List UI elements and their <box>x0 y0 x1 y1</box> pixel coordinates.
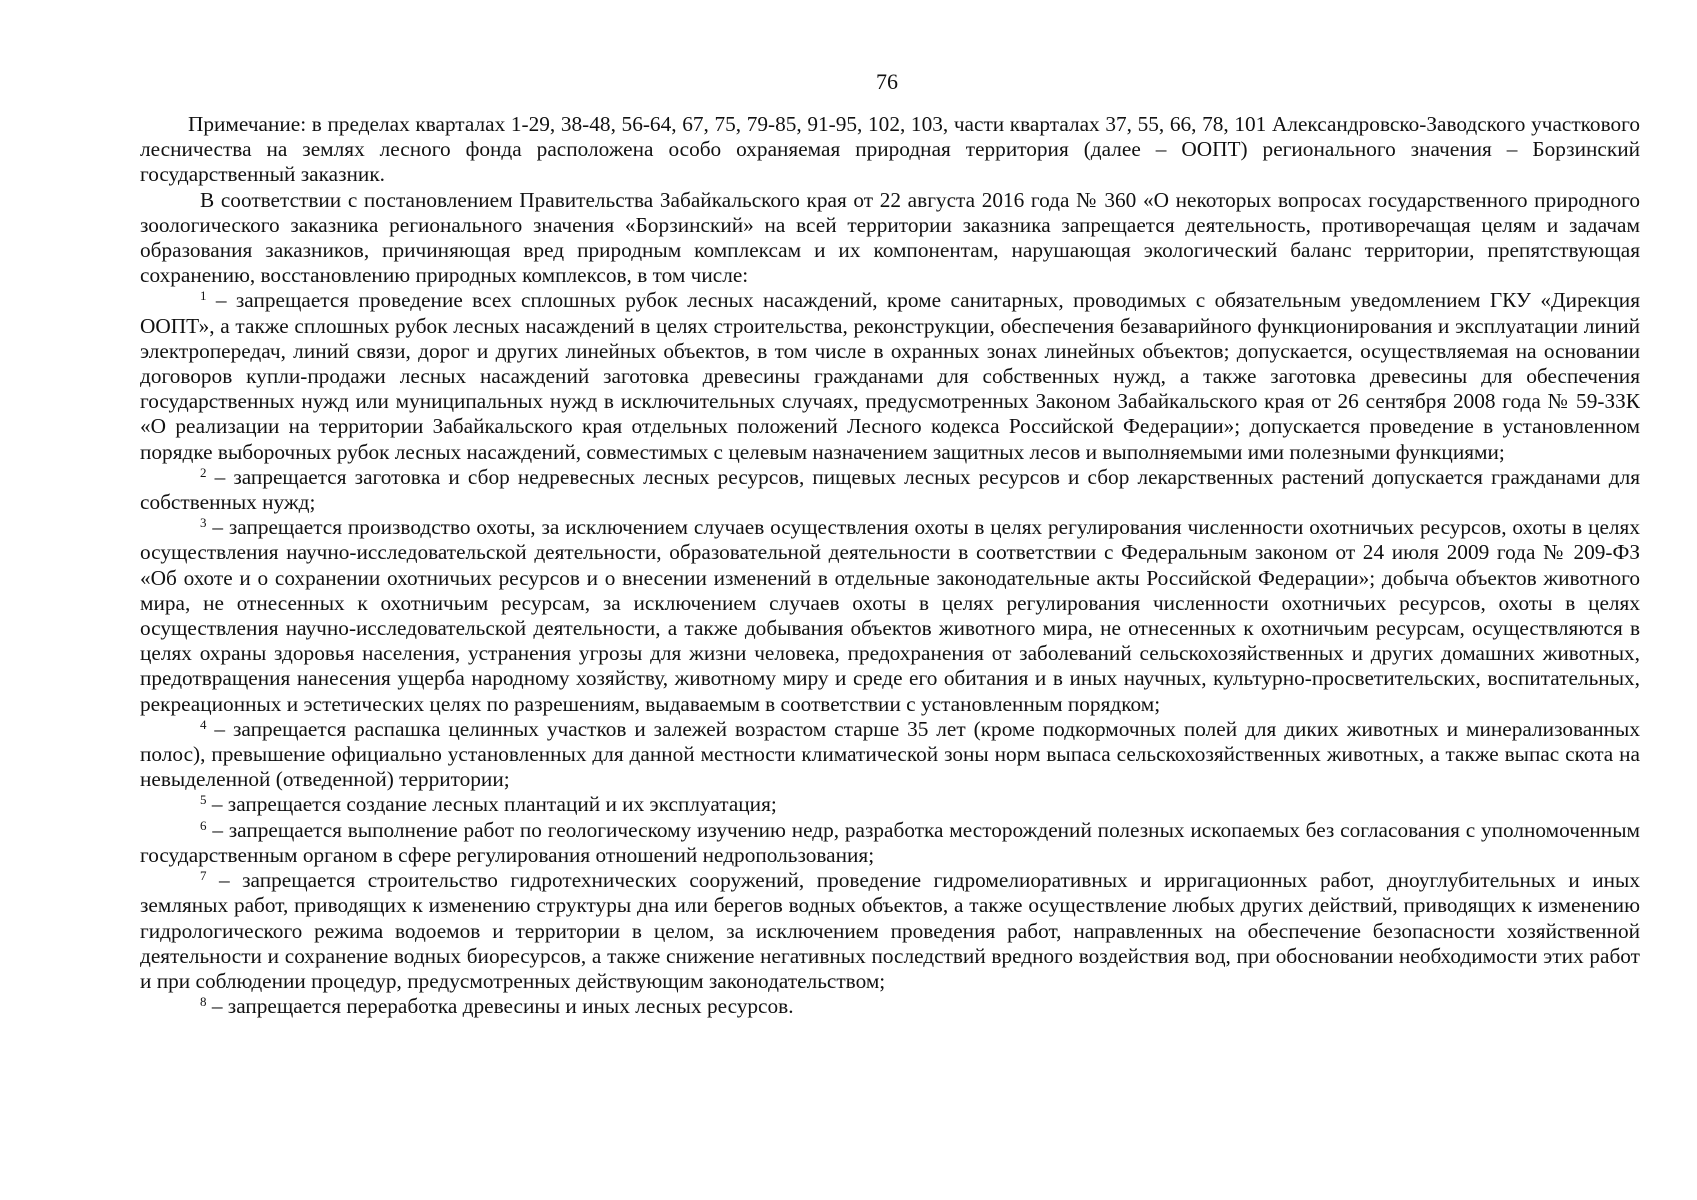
item-marker: 4 <box>200 716 207 732</box>
restriction-item-1 <box>140 288 1640 464</box>
item-marker: 2 <box>200 464 207 480</box>
restriction-item-7 <box>140 868 1640 994</box>
note-paragraph: Примечание: в пределах кварталах 1-29, 38-48, 56-64, 67, 75, 79-85, 91-95, 102, 103, части кварталах 37, 55, 66, 78, 101 Александровско-Заводского участкового лесничества на землях лесного фонда расположена особо охраняемая природная территория (далее – ООПТ) регионального значения – Борзинский государственный заказник. <box>140 112 1640 187</box>
restriction-item-6 <box>140 818 1640 868</box>
item-text: – запрещается создание лесных плантаций и их эксплуатация; <box>206 792 777 817</box>
restriction-item-3 <box>140 515 1640 717</box>
item-text: – запрещается проведение всех сплошных рубок лесных насаждений, кроме санитарных, проводимых с обязательным уведомлением ГКУ «Дирекция ООПТ», а также сплошных рубок лесных насаждений в целях строительства, реконструкции, обеспечения безаварийного функционирования и эксплуатации линий электропередач, линий связи, дорог и других линейных объектов, в том числе в охранных зонах линейных объектов; допускается, осуществляемая на основании договоров купли-продажи лесных насаждений заготовка древесины гражданами для собственных нужд, а также заготовка древесины для обеспечения государственных нужд или муниципальных нужд в исключительных случаях, предусмотренных Законом Забайкальского края от 26 сентября 2008 года № 59-ЗЗК «О реализации на территории Забайкальского края отдельных положений Лесного кодекса Российской Федерации»; допускается проведение в установленном порядке выборочных рубок лесных насаждений, совместимых с целевым назначением защитных лесов и выполняемыми ими полезными функциями; <box>140 288 1640 464</box>
restriction-item-8 <box>140 994 1640 1019</box>
item-marker: 3 <box>200 515 207 531</box>
item-text: – запрещается распашка целинных участков и залежей возрастом старше 35 лет (кроме подкормочных полей для диких животных и минерализованных полос), превышение официально установленных для данной местности климатической зоны норм выпаса сельскохозяйственных животных, а также выпас скота на невыделенной (отведенной) территории; <box>140 716 1640 792</box>
restriction-item-5 <box>140 792 1640 817</box>
item-text: – запрещается строительство гидротехнических сооружений, проведение гидромелиоративных и ирригационных работ, дноуглубительных и иных земляных работ, приводящих к изменению структуры дна или берегов водных объектов, а также осуществление любых других действий, приводящих к изменению гидрологического режима водоемов и территории в целом, за исключением проведения работ, направленных на обеспечение безопасности хозяйственной деятельности и сохранение водных биоресурсов, а также снижение негативных последствий вредного воздействия вод, при обосновании необходимости этих работ и при соблюдении процедур, предусмотренных действующим законодательством; <box>140 868 1640 993</box>
page-number: 76 <box>876 69 898 94</box>
item-marker: 5 <box>200 792 207 808</box>
restriction-item-2 <box>140 465 1640 515</box>
item-marker: 1 <box>200 288 207 304</box>
item-marker: 6 <box>200 817 207 833</box>
item-marker: 7 <box>200 868 207 884</box>
document-body <box>140 112 1640 1019</box>
intro-paragraph: В соответствии с постановлением Правительства Забайкальского края от 22 августа 2016 года № 360 «О некоторых вопросах государственного природного зоологического заказника регионального значения «Борзинский» на всей территории заказника запрещается деятельность, противоречащая целям и задачам образования заказников, причиняющая вред природным комплексам и их компонентам, нарушающая экологический баланс территории, препятствующая сохранению, восстановлению природных комплексов, в том числе: <box>140 187 1640 288</box>
item-marker: 8 <box>200 994 207 1010</box>
item-text: – запрещается переработка древесины и иных лесных ресурсов. <box>206 994 794 1019</box>
restriction-item-4 <box>140 717 1640 793</box>
item-text: – запрещается производство охоты, за исключением случаев осуществления охоты в целях регулирования численности охотничьих ресурсов, охоты в целях осуществления научно-исследовательской деятельности, образовательной деятельности в соответствии с Федеральным законом от 24 июля 2009 года № 209-ФЗ «Об охоте и о сохранении охотничьих ресурсов и о внесении изменений в отдельные законодательные акты Российской Федерации»; добыча объектов животного мира, не отнесенных к охотничьим ресурсам, за исключением случаев охоты в целях регулирования численности охотничьих ресурсов, охоты в целях осуществления научно-исследовательской деятельности, а также добывания объектов животного мира, не отнесенных к охотничьим ресурсам, осуществляются в целях охраны здоровья населения, устранения угрозы для жизни человека, предохранения от заболеваний сельскохозяйственных и других домашних животных, предотвращения нанесения ущерба народному хозяйству, животному миру и среде его обитания и в иных научных, культурно-просветительских, воспитательных, рекреационных и эстетических целях по разрешениям, выдаваемым в соответствии с установленным порядком; <box>140 515 1640 716</box>
item-text: – запрещается заготовка и сбор недревесных лесных ресурсов, пищевых лесных ресурсов и сбор лекарственных растений допускается гражданами для собственных нужд; <box>140 464 1640 515</box>
item-text: – запрещается выполнение работ по геологическому изучению недр, разработка месторождений полезных ископаемых без согласования с уполномоченным государственным органом в сфере регулирования отношений недропользования; <box>140 817 1640 867</box>
